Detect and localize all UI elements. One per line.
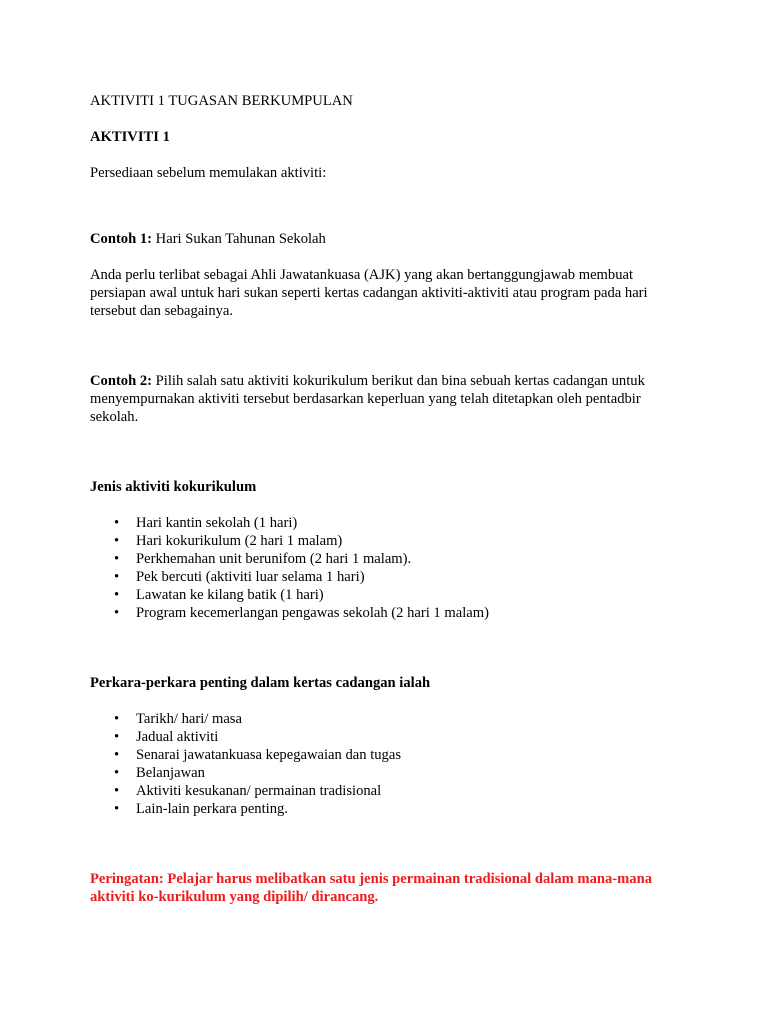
intro-text: Persediaan sebelum memulakan aktiviti:	[90, 165, 327, 181]
warning-line-1: Peringatan: Pelajar harus melibatkan satu jenis permainan tradisional dalam mana-mana	[90, 871, 653, 887]
contoh2-line-1	[90, 372, 690, 390]
contoh1-label: Contoh 1:	[90, 231, 153, 247]
perkara-list	[90, 710, 690, 818]
bullet-icon: •	[114, 765, 120, 781]
list-item: • Perkhemahan unit berunifom (2 hari 1 malam).	[114, 551, 412, 567]
contoh2-text: Pilih salah satu aktiviti kokurikulum berikut dan bina sebuah kertas cadangan untuk	[152, 373, 645, 389]
warning-line-2: aktiviti ko-kurikulum yang dipilih/ dirancang.	[90, 889, 379, 905]
bullet-icon: •	[114, 801, 120, 817]
bullet-icon: •	[114, 783, 120, 799]
bullet-icon: •	[114, 533, 120, 549]
list-item: • Belanjawan	[114, 765, 205, 781]
list-item: • Program kecemerlangan pengawas sekolah (2 hari 1 malam)	[114, 605, 489, 621]
bullet-icon: •	[114, 587, 120, 603]
bullet-icon: •	[114, 605, 120, 621]
contoh1-paragraph-line-2: persiapan awal untuk hari sukan seperti kertas cadangan aktiviti-aktiviti atau program pada hari	[90, 285, 648, 301]
list-item: • Hari kantin sekolah (1 hari)	[114, 515, 298, 531]
contoh1-paragraph-line-3: tersebut dan sebagainya.	[90, 303, 234, 319]
list-item: • Jadual aktiviti	[114, 729, 219, 745]
activity-heading: AKTIVITI 1	[90, 129, 170, 145]
document-page	[90, 92, 690, 906]
jenis-heading: Jenis aktiviti kokurikulum	[90, 479, 257, 495]
bullet-icon: •	[114, 515, 120, 531]
bullet-icon: •	[114, 711, 120, 727]
contoh1-paragraph-line-1: Anda perlu terlibat sebagai Ahli Jawatankuasa (AJK) yang akan bertanggungjawab membuat	[90, 267, 634, 283]
list-item: • Senarai jawatankuasa kepegawaian dan tugas	[114, 747, 402, 763]
contoh2-line-3: sekolah.	[90, 409, 139, 425]
list-item: • Lawatan ke kilang batik (1 hari)	[114, 587, 324, 603]
contoh2-label: Contoh 2:	[90, 373, 153, 389]
list-item: • Aktiviti kesukanan/ permainan tradisional	[114, 783, 382, 799]
list-item: • Hari kokurikulum (2 hari 1 malam)	[114, 533, 343, 549]
contoh2-line-2: menyempurnakan aktiviti tersebut berdasarkan keperluan yang telah ditetapkan oleh pentadbir	[90, 391, 641, 407]
list-item: • Pek bercuti (aktiviti luar selama 1 hari)	[114, 569, 365, 585]
bullet-icon: •	[114, 551, 120, 567]
bullet-icon: •	[114, 569, 120, 585]
perkara-heading: Perkara-perkara penting dalam kertas cadangan ialah	[90, 675, 431, 691]
list-item: • Tarikh/ hari/ masa	[114, 711, 242, 727]
bullet-icon: •	[114, 747, 120, 763]
jenis-list	[90, 514, 690, 622]
list-item: • Lain-lain perkara penting.	[114, 801, 288, 817]
bullet-icon: •	[114, 729, 120, 745]
contoh1-title: Hari Sukan Tahunan Sekolah	[152, 231, 326, 247]
document-title: AKTIVITI 1 TUGASAN BERKUMPULAN	[90, 93, 353, 109]
contoh1-heading	[90, 230, 690, 248]
